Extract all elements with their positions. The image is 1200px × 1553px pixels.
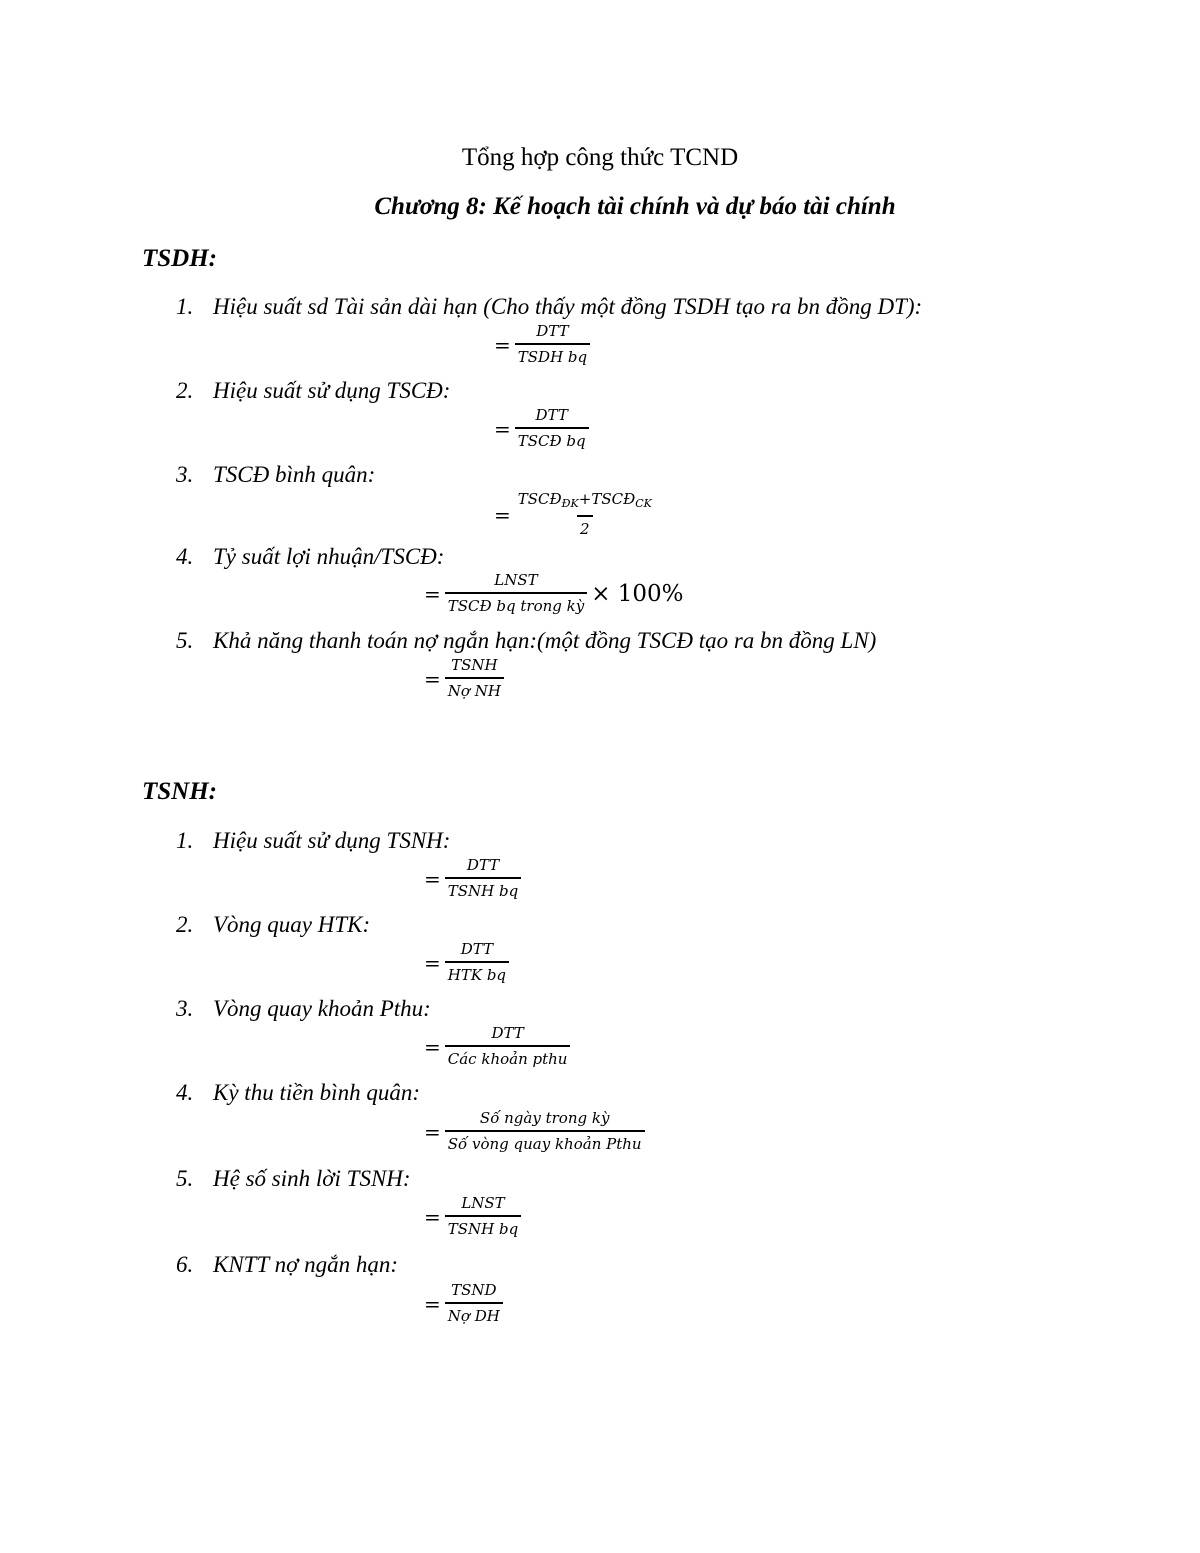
equals-sign: = (424, 1034, 441, 1059)
numerator: TSND (451, 1281, 497, 1299)
item-number: 3. (176, 996, 194, 1021)
equals-sign: = (424, 1119, 441, 1144)
equals-sign: = (494, 416, 511, 441)
tsnh-formula-2 (424, 940, 509, 985)
tsnh-item-5 (176, 1166, 411, 1192)
tsdh-formula-1 (494, 322, 590, 367)
item-number: 4. (176, 1080, 194, 1105)
fraction (515, 490, 655, 539)
tsnh-item-6 (176, 1252, 398, 1278)
fraction (445, 1024, 571, 1069)
item-number: 5. (176, 628, 194, 653)
tsdh-item-3 (176, 462, 375, 488)
item-number: 3. (176, 462, 194, 487)
item-number: 5. (176, 1166, 194, 1191)
document-title: Tổng hợp công thức TCND (461, 144, 739, 171)
item-label: Hệ số sinh lời TSNH: (213, 1166, 411, 1191)
equals-sign: = (424, 866, 441, 891)
tsnh-formula-3 (424, 1024, 570, 1069)
numerator: DTT (491, 1024, 524, 1042)
numerator: DTT (536, 322, 569, 340)
denominator: Nợ NH (445, 677, 504, 701)
tsnh-formula-6 (424, 1281, 503, 1326)
fraction (445, 656, 504, 701)
item-label: Vòng quay khoản Pthu: (213, 996, 431, 1021)
item-label: Khả năng thanh toán nợ ngắn hạn:(một đồng TSCĐ tạo ra bn đồng LN) (213, 628, 877, 653)
tsdh-formula-4 (424, 571, 684, 616)
equals-sign: = (424, 950, 441, 975)
denominator: 2 (577, 515, 593, 539)
equals-sign: = (494, 332, 511, 357)
fraction (515, 322, 590, 367)
equals-sign: = (424, 1291, 441, 1316)
numerator: LNST (461, 1194, 505, 1212)
fraction (445, 1109, 645, 1154)
tsdh-formula-3 (494, 490, 655, 539)
denominator: Nợ DH (445, 1302, 503, 1326)
tsdh-item-5 (176, 628, 876, 654)
numerator: DTT (466, 856, 500, 874)
denominator: TSNH bq (445, 877, 521, 901)
numerator: DTT (535, 406, 568, 424)
denominator: HTK bq (445, 961, 509, 985)
denominator: TSDH bq (515, 343, 590, 367)
tsdh-item-1 (176, 294, 922, 320)
equals-sign: = (424, 1204, 441, 1229)
item-label: Kỳ thu tiền bình quân: (213, 1080, 420, 1105)
numerator: DTT (460, 940, 494, 958)
numerator: TSNH (451, 656, 498, 674)
tsnh-formula-5 (424, 1194, 521, 1239)
fraction (515, 406, 589, 451)
tsdh-item-2 (176, 378, 450, 404)
item-label: Hiệu suất sd Tài sản dài hạn (Cho thấy một đồng TSDH tạo ra bn đồng DT): (213, 294, 923, 319)
item-label: TSCĐ bình quân: (213, 462, 376, 487)
item-label: KNTT nợ ngắn hạn: (213, 1252, 399, 1277)
denominator: TSCĐ bq trong kỳ (445, 592, 587, 616)
tsdh-item-4 (176, 544, 444, 570)
equals-sign: = (494, 502, 511, 527)
item-number: 4. (176, 544, 194, 569)
tsnh-item-3 (176, 996, 431, 1022)
fraction (445, 940, 509, 985)
section-heading-tsdh: TSDH: (142, 245, 217, 272)
percent-multiplier: × 100% (591, 580, 684, 607)
fraction (445, 571, 587, 616)
item-number: 2. (176, 912, 194, 937)
tsnh-item-2 (176, 912, 370, 938)
section-heading-tsnh: TSNH: (142, 778, 217, 805)
tsdh-formula-2 (494, 406, 589, 451)
equals-sign: = (424, 666, 441, 691)
item-number: 1. (176, 828, 194, 853)
item-label: Vòng quay HTK: (213, 912, 371, 937)
fraction (445, 856, 521, 901)
fraction (445, 1281, 503, 1326)
item-number: 1. (176, 294, 194, 319)
numerator: $TSCĐ_{ĐK}+TSCĐ_{CK}$ (517, 490, 652, 510)
tsnh-item-1 (176, 828, 450, 854)
denominator: TSCĐ bq (515, 427, 589, 451)
numerator: LNST (494, 571, 538, 589)
chapter-heading: Chương 8: Kế hoạch tài chính và dự báo tài chính (374, 193, 896, 220)
denominator: TSNH bq (445, 1215, 521, 1239)
item-number: 2. (176, 378, 194, 403)
item-label: Tỷ suất lợi nhuận/TSCĐ: (213, 544, 445, 569)
denominator: Các khoản pthu (445, 1045, 571, 1069)
equals-sign: = (424, 581, 441, 606)
tsdh-formula-5 (424, 656, 504, 701)
numerator: Số ngày trong kỳ (479, 1109, 610, 1127)
item-label: Hiệu suất sử dụng TSNH: (213, 828, 451, 853)
item-number: 6. (176, 1252, 194, 1277)
tsnh-formula-1 (424, 856, 521, 901)
item-label: Hiệu suất sử dụng TSCĐ: (213, 378, 451, 403)
tsnh-item-4 (176, 1080, 420, 1106)
tsnh-formula-4 (424, 1109, 645, 1154)
denominator: Số vòng quay khoản Pthu (445, 1130, 645, 1154)
fraction (445, 1194, 521, 1239)
